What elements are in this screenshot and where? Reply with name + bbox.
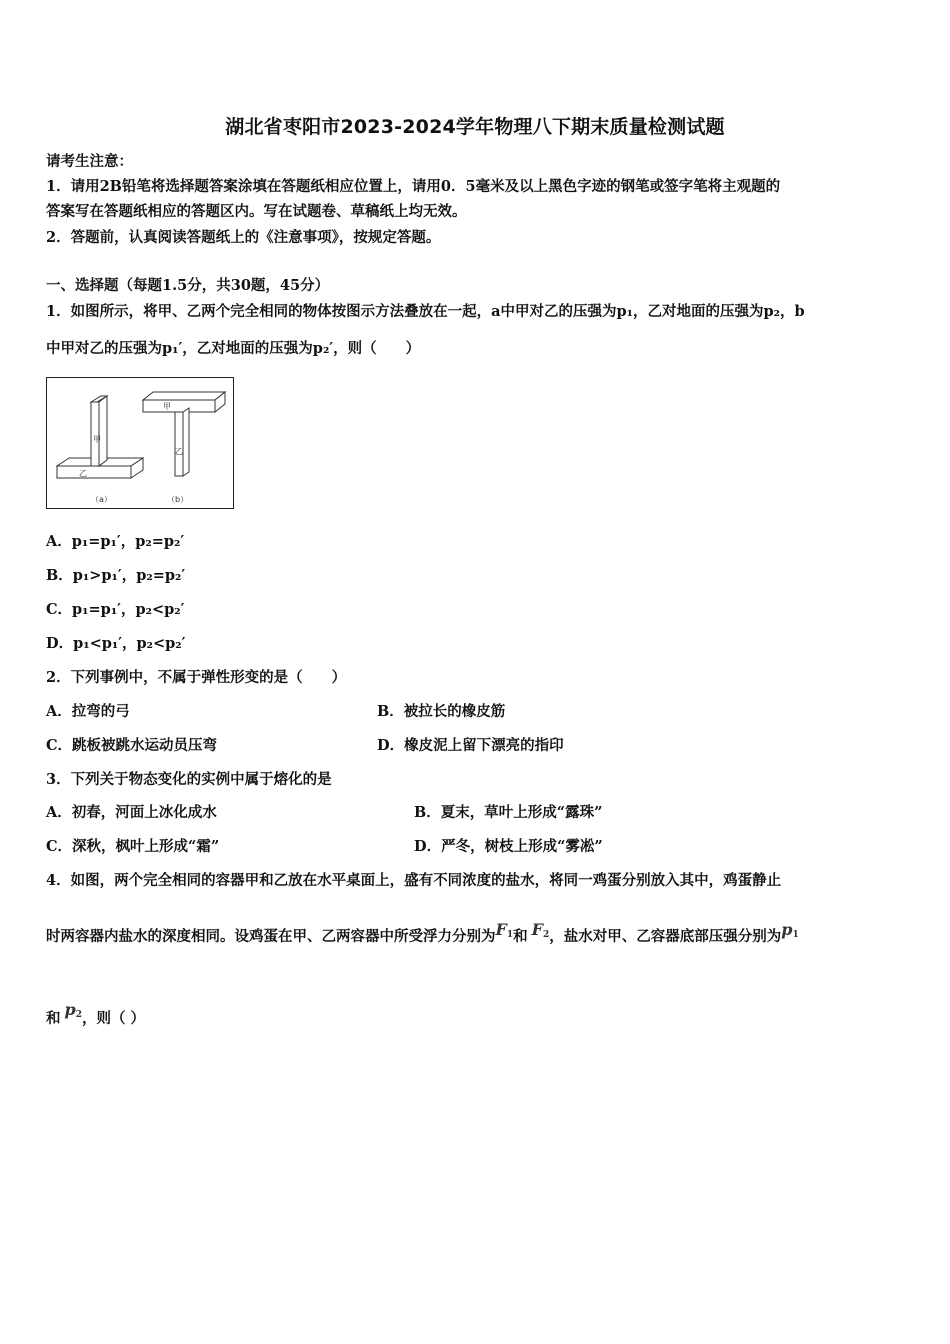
notice-line-3: 2．答题前，认真阅读答题纸上的《注意事项》，按规定答题。: [46, 229, 441, 246]
notice-line-2: 答案写在答题纸相应的答题区内。写在试题卷、草稿纸上均无效。: [46, 203, 467, 220]
symbol-p1: $p_1$: [781, 920, 799, 940]
block-yi-b-front: [175, 412, 183, 476]
q3-option-c: C．深秋，枫叶上形成“霜”: [46, 838, 220, 855]
q3-option-d: D．严冬，树枝上形成“雾凇”: [414, 838, 603, 855]
label-jia-b: 甲: [163, 402, 171, 411]
q4-line3-text-a: 和: [46, 1010, 61, 1027]
q4-line3-text-b: ，则（ ）: [81, 1010, 146, 1027]
q1-option-d: D．p₁<p₁′，p₂<p₂′: [46, 635, 186, 652]
q2-option-d: D．橡皮泥上留下漂亮的指印: [377, 737, 564, 754]
block-jia-a-side: [99, 396, 107, 466]
q4-stem-line-2: [46, 920, 799, 951]
q4-line2-text-a: 时两容器内盐水的深度相同。设鸡蛋在甲、乙两容器中所受浮力分别为: [46, 928, 496, 945]
q1-stem-line-2: 中甲对乙的压强为p₁′，乙对地面的压强为p₂′，则（ ）: [46, 340, 421, 357]
q2-option-c: C．跳板被跳水运动员压弯: [46, 737, 218, 754]
block-yi-b-side: [183, 408, 189, 476]
section-heading: 一、选择题（每题1.5分，共30题，45分）: [46, 277, 330, 294]
q3-option-a: A．初春，河面上冰化成水: [46, 804, 217, 821]
q1-option-c: C．p₁=p₁′，p₂<p₂′: [46, 601, 185, 618]
block-jia-a-front: [91, 402, 99, 466]
symbol-p2: $p_2$: [64, 1000, 82, 1020]
q1-option-a: A．p₁=p₁′，p₂=p₂′: [46, 533, 185, 550]
notice-heading: 请考生注意：: [46, 153, 133, 170]
label-yi-b: 乙: [175, 447, 183, 456]
q2-stem: 2．下列事例中，不属于弹性形变的是（ ）: [46, 669, 347, 686]
q4-line2-text-b: 和: [513, 928, 528, 945]
caption-a: （a）: [91, 495, 112, 504]
q1-option-b: B．p₁>p₁′，p₂=p₂′: [46, 567, 186, 584]
block-yi-a-front: [57, 466, 131, 478]
notice-line-1: 1．请用2B铅笔将选择题答案涂填在答题纸相应位置上，请用0．5毫米及以上黑色字迹的钢笔或签字笔将主观题的: [46, 178, 781, 195]
block-jia-b-top: [143, 392, 225, 400]
q2-option-b: B．被拉长的橡皮筋: [377, 703, 506, 720]
caption-b: （b）: [167, 495, 189, 504]
block-jia-b-front: [143, 400, 215, 412]
symbol-f1: $F_1$: [495, 920, 514, 940]
page-title: 湖北省枣阳市2023-2024学年物理八下期末质量检测试题: [225, 116, 725, 138]
q4-line2-text-c: ，盐水对甲、乙容器底部压强分别为: [549, 928, 782, 945]
q4-stem-line-1: 4．如图，两个完全相同的容器甲和乙放在水平桌面上，盛有不同浓度的盐水，将同一鸡蛋分别放入其中，鸡蛋静止: [46, 872, 782, 889]
q3-option-b: B．夏末，草叶上形成“露珠”: [414, 804, 603, 821]
q1-figure: [46, 377, 234, 509]
label-yi-a: 乙: [79, 469, 87, 478]
q2-option-a: A．拉弯的弓: [46, 703, 130, 720]
symbol-f2: $F_2$: [531, 920, 550, 940]
q3-stem: 3．下列关于物态变化的实例中属于熔化的是: [46, 771, 332, 788]
label-jia-a: 甲: [93, 435, 101, 444]
q1-stem-line-1: 1．如图所示，将甲、乙两个完全相同的物体按图示方法叠放在一起，a中甲对乙的压强为p₁，乙对地面的压强为p₂，b: [46, 303, 805, 320]
q4-stem-line-3: [46, 1000, 146, 1033]
stacked-blocks-diagram: [47, 378, 233, 508]
